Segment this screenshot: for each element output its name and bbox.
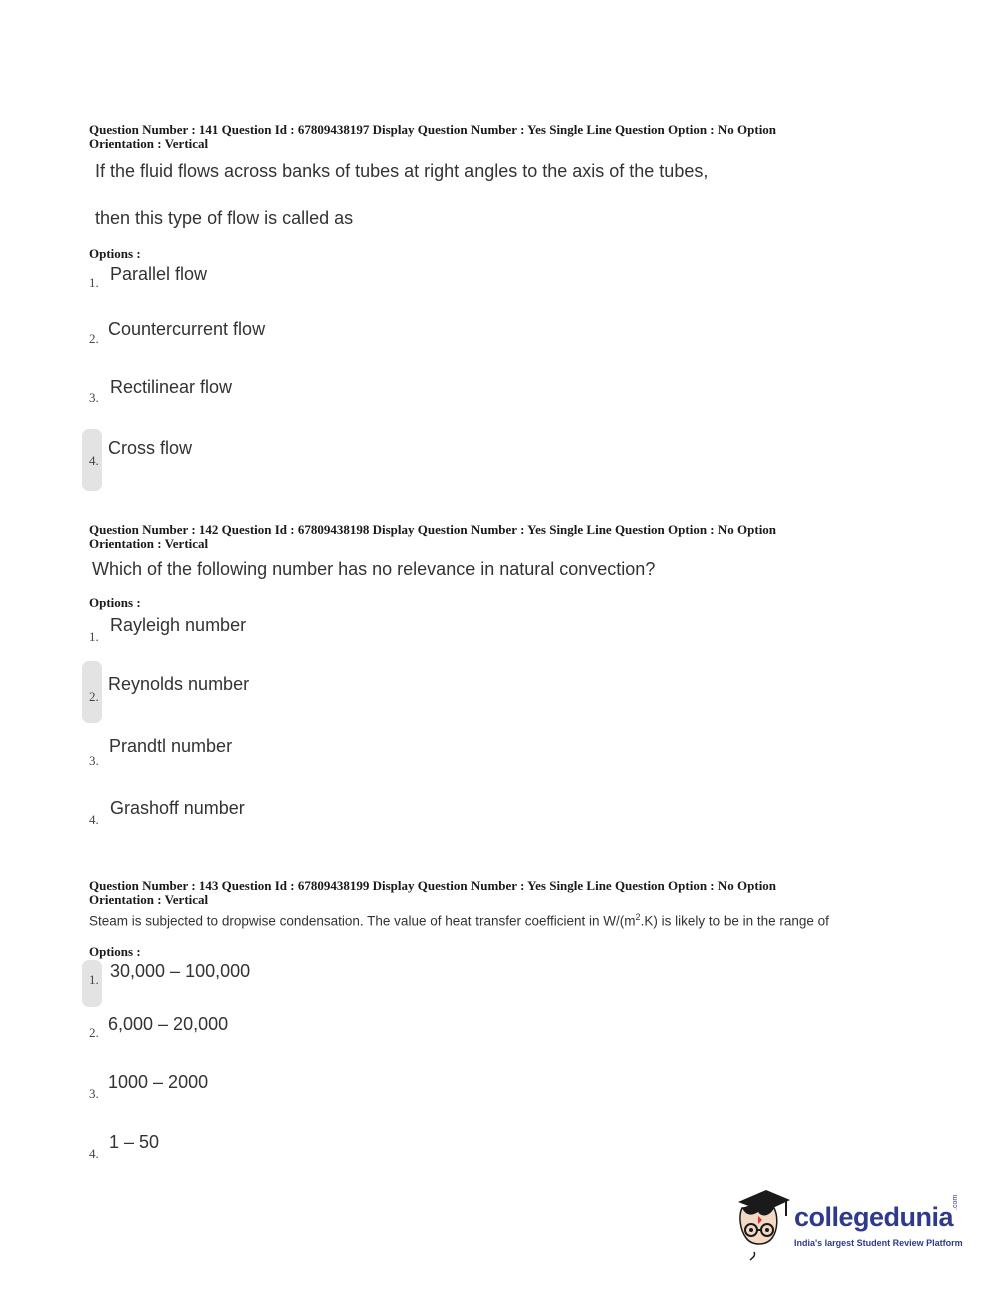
question-text-line-1: If the fluid flows across banks of tubes at right angles to the axis of the tubes, (95, 161, 709, 181)
mascot-icon (732, 1186, 792, 1262)
option-1[interactable] (89, 263, 489, 303)
meta-line-1: Question Number : 143 Question Id : 67809438199 Display Question Number : Yes Single Line Question Option : No Option (89, 878, 777, 893)
option-text: Rectilinear flow (110, 377, 233, 397)
option-number: 1. (89, 629, 99, 644)
option-text: 1000 – 2000 (108, 1072, 209, 1092)
meta-line-1: Question Number : 142 Question Id : 67809438198 Display Question Number : Yes Single Line Question Option : No Option (89, 522, 777, 537)
option-number: 4. (89, 1146, 99, 1161)
question-text-post: .K) is likely to be in the range of (640, 913, 829, 929)
option-text: 30,000 – 100,000 (110, 961, 251, 981)
options-label: Options : (89, 595, 141, 610)
option-3[interactable] (89, 377, 489, 417)
option-number: 4. (89, 453, 99, 468)
meta-line-2: Orientation : Vertical (89, 892, 209, 907)
logo-tagline: India's largest Student Review Platform (794, 1238, 963, 1248)
option-4[interactable] (89, 429, 489, 493)
question-text-pre: Steam is subjected to dropwise condensation. The value of heat transfer coefficient in W/(m (89, 913, 636, 929)
option-text: Cross flow (108, 438, 193, 458)
option-1[interactable] (89, 960, 489, 1010)
option-4[interactable] (89, 798, 489, 838)
option-text: Parallel flow (110, 264, 208, 284)
option-number: 2. (89, 689, 99, 704)
options-label: Options : (89, 944, 141, 959)
option-2[interactable] (89, 661, 489, 725)
question-text-line-2: then this type of flow is called as (95, 208, 354, 228)
option-3[interactable] (89, 1071, 489, 1111)
question-143 (89, 879, 919, 1169)
option-text: 1 – 50 (109, 1132, 160, 1152)
option-text: Rayleigh number (110, 615, 247, 635)
question-meta (89, 523, 909, 551)
question-meta (89, 123, 909, 151)
question-meta (89, 879, 919, 907)
option-1[interactable] (89, 615, 489, 655)
option-2[interactable] (89, 319, 489, 359)
option-number: 3. (89, 753, 99, 768)
option-2[interactable] (89, 1013, 489, 1053)
option-text: Reynolds number (108, 674, 250, 694)
question-text-line-1 (89, 912, 829, 929)
logo-wordmark: collegedunia (794, 1202, 954, 1232)
option-number: 2. (89, 1025, 99, 1040)
option-3[interactable] (89, 736, 489, 776)
collegedunia-logo (732, 1186, 962, 1266)
question-text-line-1: Which of the following number has no relevance in natural convection? (92, 559, 656, 579)
meta-line-2: Orientation : Vertical (89, 536, 209, 551)
option-number: 1. (89, 275, 99, 290)
option-text: 6,000 – 20,000 (108, 1014, 229, 1034)
logo-domain-suffix: .com (952, 1194, 959, 1210)
option-text: Prandtl number (109, 736, 233, 756)
superscript-2: 2 (635, 912, 641, 922)
meta-line-1: Question Number : 141 Question Id : 67809438197 Display Question Number : Yes Single Line Question Option : No Option (89, 122, 777, 137)
option-number: 1. (89, 972, 99, 987)
option-text: Countercurrent flow (108, 319, 266, 339)
meta-line-2: Orientation : Vertical (89, 136, 209, 151)
option-number: 2. (89, 331, 99, 346)
options-label: Options : (89, 246, 141, 261)
question-141 (89, 123, 909, 503)
option-4[interactable] (89, 1132, 489, 1172)
option-number: 4. (89, 812, 99, 827)
option-number: 3. (89, 390, 99, 405)
question-142 (89, 523, 909, 843)
option-text: Grashoff number (110, 798, 245, 818)
option-number: 3. (89, 1086, 99, 1101)
